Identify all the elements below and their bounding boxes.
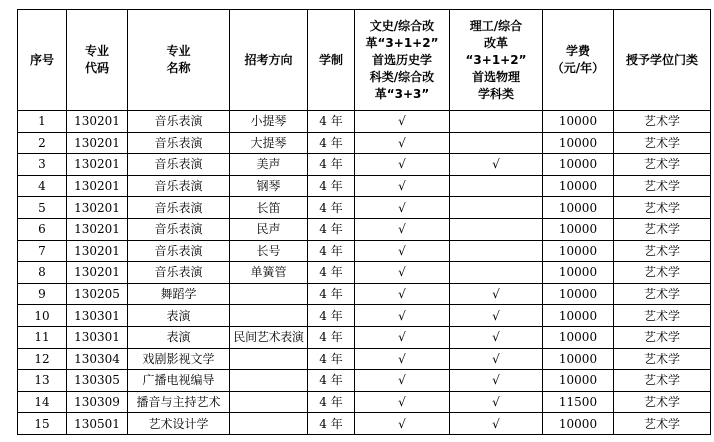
table-row: [18, 305, 711, 327]
cell-direction: 美声: [230, 154, 308, 176]
cell-no: 9: [18, 283, 67, 305]
cell-duration: 4 年: [308, 413, 355, 435]
table-row: [18, 348, 711, 370]
cell-science-track: √: [450, 154, 543, 176]
cell-name: 播音与主持艺术: [128, 391, 230, 413]
table-row: [18, 262, 711, 284]
cell-no: 5: [18, 197, 67, 219]
cell-duration: 4 年: [308, 348, 355, 370]
cell-science-track: √: [450, 326, 543, 348]
cell-direction: [230, 370, 308, 392]
cell-direction: 钢琴: [230, 175, 308, 197]
cell-duration: 4 年: [308, 154, 355, 176]
admissions-table: [17, 9, 711, 435]
cell-arts-track: √: [355, 391, 450, 413]
cell-code: 130301: [67, 305, 128, 327]
cell-no: 10: [18, 305, 67, 327]
cell-arts-track: √: [355, 326, 450, 348]
cell-code: 130201: [67, 132, 128, 154]
cell-degree: 艺术学: [614, 391, 711, 413]
cell-fee: 10000: [543, 413, 614, 435]
cell-science-track: √: [450, 348, 543, 370]
cell-fee: 10000: [543, 283, 614, 305]
cell-name: 音乐表演: [128, 111, 230, 133]
cell-fee: 10000: [543, 370, 614, 392]
cell-direction: [230, 391, 308, 413]
header-no: 序号: [18, 10, 67, 111]
table-row: [18, 154, 711, 176]
cell-duration: 4 年: [308, 197, 355, 219]
cell-duration: 4 年: [308, 132, 355, 154]
cell-degree: 艺术学: [614, 175, 711, 197]
cell-direction: [230, 283, 308, 305]
cell-code: 130305: [67, 370, 128, 392]
cell-direction: [230, 413, 308, 435]
header-row: [18, 10, 711, 111]
cell-arts-track: √: [355, 262, 450, 284]
cell-arts-track: √: [355, 305, 450, 327]
cell-degree: 艺术学: [614, 370, 711, 392]
cell-fee: 10000: [543, 197, 614, 219]
cell-duration: 4 年: [308, 240, 355, 262]
cell-code: 130201: [67, 197, 128, 219]
cell-no: 6: [18, 218, 67, 240]
cell-no: 15: [18, 413, 67, 435]
cell-degree: 艺术学: [614, 283, 711, 305]
cell-direction: 单簧管: [230, 262, 308, 284]
cell-arts-track: √: [355, 197, 450, 219]
cell-fee: 10000: [543, 218, 614, 240]
header-direction: 招考方向: [230, 10, 308, 111]
cell-no: 2: [18, 132, 67, 154]
cell-fee: 10000: [543, 326, 614, 348]
cell-code: 130205: [67, 283, 128, 305]
cell-direction: 民间艺术表演: [230, 326, 308, 348]
cell-code: 130201: [67, 218, 128, 240]
cell-code: 130304: [67, 348, 128, 370]
cell-degree: 艺术学: [614, 326, 711, 348]
cell-fee: 10000: [543, 111, 614, 133]
cell-degree: 艺术学: [614, 240, 711, 262]
table-row: [18, 111, 711, 133]
cell-degree: 艺术学: [614, 218, 711, 240]
cell-code: 130201: [67, 111, 128, 133]
cell-arts-track: √: [355, 240, 450, 262]
cell-direction: 小提琴: [230, 111, 308, 133]
table-row: [18, 197, 711, 219]
cell-science-track: [450, 111, 543, 133]
table-row: [18, 370, 711, 392]
cell-degree: 艺术学: [614, 197, 711, 219]
table-row: [18, 283, 711, 305]
cell-duration: 4 年: [308, 283, 355, 305]
cell-direction: [230, 348, 308, 370]
cell-direction: 大提琴: [230, 132, 308, 154]
cell-name: 音乐表演: [128, 218, 230, 240]
cell-science-track: [450, 262, 543, 284]
cell-duration: 4 年: [308, 391, 355, 413]
cell-fee: 10000: [543, 132, 614, 154]
cell-name: 舞蹈学: [128, 283, 230, 305]
cell-no: 3: [18, 154, 67, 176]
cell-fee: 10000: [543, 262, 614, 284]
table-header: [18, 10, 711, 111]
table-body: [18, 111, 711, 435]
cell-code: 130309: [67, 391, 128, 413]
table-row: [18, 132, 711, 154]
header-fee: 学费 （元/年）: [543, 10, 614, 111]
cell-science-track: √: [450, 370, 543, 392]
cell-degree: 艺术学: [614, 154, 711, 176]
cell-no: 7: [18, 240, 67, 262]
cell-no: 8: [18, 262, 67, 284]
cell-direction: [230, 305, 308, 327]
cell-fee: 11500: [543, 391, 614, 413]
cell-name: 音乐表演: [128, 262, 230, 284]
cell-science-track: [450, 218, 543, 240]
cell-duration: 4 年: [308, 262, 355, 284]
table-row: [18, 413, 711, 435]
cell-code: 130201: [67, 240, 128, 262]
cell-name: 广播电视编导: [128, 370, 230, 392]
table-row: [18, 240, 711, 262]
cell-direction: 民声: [230, 218, 308, 240]
cell-fee: 10000: [543, 305, 614, 327]
cell-code: 130201: [67, 154, 128, 176]
cell-science-track: [450, 132, 543, 154]
cell-duration: 4 年: [308, 218, 355, 240]
cell-no: 11: [18, 326, 67, 348]
cell-science-track: √: [450, 391, 543, 413]
cell-duration: 4 年: [308, 305, 355, 327]
cell-degree: 艺术学: [614, 305, 711, 327]
cell-name: 音乐表演: [128, 132, 230, 154]
cell-duration: 4 年: [308, 326, 355, 348]
cell-code: 130201: [67, 175, 128, 197]
cell-arts-track: √: [355, 175, 450, 197]
cell-degree: 艺术学: [614, 413, 711, 435]
cell-fee: 10000: [543, 240, 614, 262]
table-row: [18, 326, 711, 348]
cell-name: 音乐表演: [128, 175, 230, 197]
header-science-track: 理工/综合 改革 “3+1+2” 首选物理 学科类: [450, 10, 543, 111]
cell-code: 130501: [67, 413, 128, 435]
cell-no: 13: [18, 370, 67, 392]
cell-fee: 10000: [543, 154, 614, 176]
cell-fee: 10000: [543, 348, 614, 370]
cell-degree: 艺术学: [614, 262, 711, 284]
cell-arts-track: √: [355, 413, 450, 435]
cell-code: 130201: [67, 262, 128, 284]
cell-duration: 4 年: [308, 111, 355, 133]
cell-no: 1: [18, 111, 67, 133]
cell-arts-track: √: [355, 154, 450, 176]
cell-name: 表演: [128, 326, 230, 348]
cell-direction: 长号: [230, 240, 308, 262]
cell-name: 表演: [128, 305, 230, 327]
cell-name: 音乐表演: [128, 240, 230, 262]
cell-arts-track: √: [355, 283, 450, 305]
cell-science-track: [450, 175, 543, 197]
cell-name: 音乐表演: [128, 154, 230, 176]
cell-science-track: √: [450, 413, 543, 435]
cell-science-track: [450, 197, 543, 219]
cell-degree: 艺术学: [614, 111, 711, 133]
cell-degree: 艺术学: [614, 132, 711, 154]
cell-direction: 长笛: [230, 197, 308, 219]
cell-no: 14: [18, 391, 67, 413]
cell-no: 12: [18, 348, 67, 370]
header-code: 专业 代码: [67, 10, 128, 111]
cell-arts-track: √: [355, 348, 450, 370]
cell-name: 音乐表演: [128, 197, 230, 219]
cell-arts-track: √: [355, 218, 450, 240]
cell-arts-track: √: [355, 111, 450, 133]
table-row: [18, 218, 711, 240]
cell-degree: 艺术学: [614, 348, 711, 370]
header-arts-track: 文史/综合改 革“3+1+2” 首选历史学 科类/综合改 革“3+3”: [355, 10, 450, 111]
cell-duration: 4 年: [308, 370, 355, 392]
header-name: 专业 名称: [128, 10, 230, 111]
cell-name: 戏剧影视文学: [128, 348, 230, 370]
cell-science-track: √: [450, 283, 543, 305]
cell-science-track: √: [450, 305, 543, 327]
cell-duration: 4 年: [308, 175, 355, 197]
table-row: [18, 391, 711, 413]
header-duration: 学制: [308, 10, 355, 111]
cell-science-track: [450, 240, 543, 262]
table-row: [18, 175, 711, 197]
cell-arts-track: √: [355, 132, 450, 154]
cell-arts-track: √: [355, 370, 450, 392]
cell-fee: 10000: [543, 175, 614, 197]
cell-name: 艺术设计学: [128, 413, 230, 435]
header-degree: 授予学位门类: [614, 10, 711, 111]
cell-code: 130301: [67, 326, 128, 348]
cell-no: 4: [18, 175, 67, 197]
